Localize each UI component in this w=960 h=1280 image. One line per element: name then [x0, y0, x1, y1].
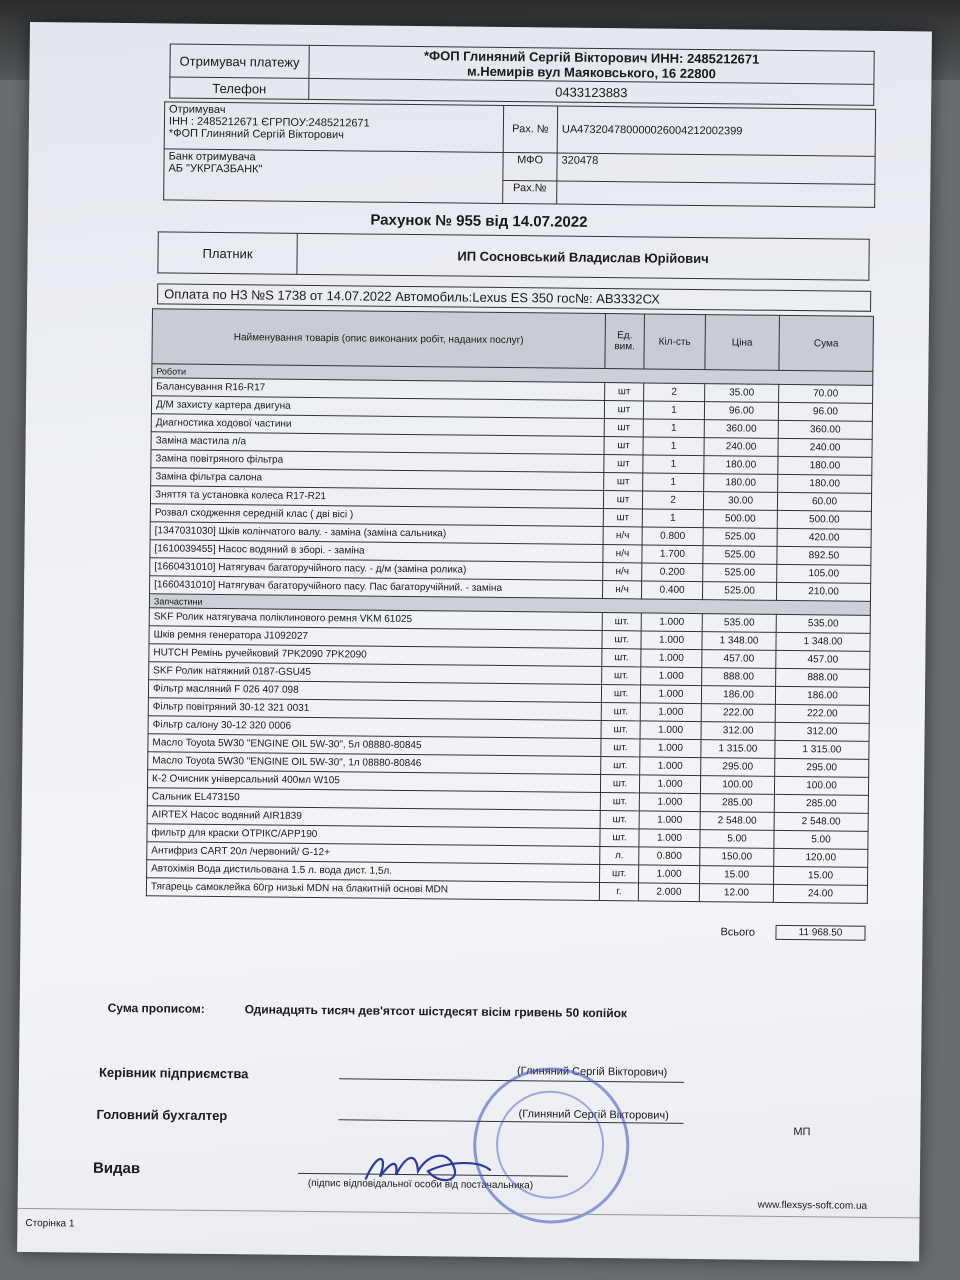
- cell-price: 240.00: [704, 438, 778, 457]
- cell-unit: шт.: [600, 811, 639, 829]
- cell-name: Шків ремня генератора J1092027: [149, 626, 602, 649]
- cell-sum: 1 348.00: [776, 632, 870, 651]
- header-name: Найменування товарів (опис виконаних робіт, наданих послуг): [152, 309, 606, 369]
- cell-price: 295.00: [701, 758, 775, 777]
- cell-unit: шт: [604, 437, 643, 455]
- cell-name: Розвал сходження середній клас ( дві вісі ): [150, 504, 603, 527]
- header-sum: Сума: [779, 315, 874, 371]
- cell-sum: 1 315.00: [775, 740, 869, 759]
- cell-name: Автохімія Вода дистильована 1.5 л. вода дист. 1,5л.: [147, 860, 600, 883]
- cell-price: 525.00: [703, 564, 777, 583]
- cell-price: 180.00: [704, 474, 778, 493]
- bank-table: [163, 101, 876, 207]
- cell-name: Заміна повітряного фільтра: [151, 450, 604, 473]
- cell-price: 457.00: [702, 650, 776, 669]
- cell-sum: 120.00: [774, 848, 868, 867]
- cell-name: Масло Toyota 5W30 "ENGINE OIL 5W-30", 5л 08880-80845: [148, 734, 601, 757]
- payer-label: Платник: [158, 232, 297, 274]
- page-number: Сторінка 1: [25, 1218, 75, 1230]
- cell-qty: 1.000: [641, 631, 702, 650]
- payer-name: ИП Сосновський Владислав Юрійович: [297, 233, 869, 280]
- sum-words: Одинадцять тисяч дев'ятсот шістдесят вісім гривень 50 копійок: [244, 1002, 628, 1021]
- cell-unit: шт.: [600, 793, 639, 811]
- cell-qty: 1.000: [639, 793, 700, 812]
- cell-qty: 1.000: [641, 667, 702, 686]
- cell-name: Заміна фільтра салона: [151, 468, 604, 491]
- cell-unit: шт.: [602, 613, 641, 631]
- recipient-table: [169, 43, 875, 105]
- cell-qty: 1: [642, 509, 703, 528]
- bank-ids: ІНН : 2485212671 ЄГРПОУ:2485212671: [168, 115, 370, 130]
- header-price: Ціна: [705, 315, 780, 371]
- cell-unit: н/ч: [603, 563, 642, 581]
- cell-qty: 1.000: [639, 829, 700, 848]
- cell-unit: шт: [604, 473, 643, 491]
- account2-label: Рах.№: [503, 180, 557, 204]
- bank-recipient-label: Отримувач: [169, 103, 226, 117]
- cell-price: 285.00: [700, 794, 774, 813]
- cell-unit: шт.: [601, 703, 640, 721]
- cell-unit: шт.: [601, 757, 640, 775]
- cell-unit: шт: [605, 383, 644, 401]
- cell-qty: 1.000: [640, 739, 701, 758]
- cell-name: Масло Toyota 5W30 "ENGINE OIL 5W-30", 1л 08880-80846: [148, 752, 601, 775]
- cell-unit: шт: [604, 401, 643, 419]
- cell-unit: шт.: [600, 829, 639, 847]
- cell-name: AIRTEX Насос водяний AIR1839: [147, 806, 600, 829]
- cell-sum: 105.00: [777, 564, 871, 583]
- cell-sum: 96.00: [778, 402, 872, 421]
- cell-name: фильтр для краски ОТРІКС/APP190: [147, 824, 600, 847]
- cell-name: Фільтр салону 30-12 320 0006: [148, 716, 601, 739]
- cell-sum: 535.00: [776, 614, 870, 633]
- mfo-value: 320478: [557, 153, 875, 184]
- recipient-label: Отримувач платежу: [170, 44, 309, 78]
- issued-caption: (підпис відповідальної особи від постачальника): [307, 1177, 534, 1192]
- recipient-name-line2: м.Немирів вул Маяковського, 16 22800: [466, 63, 717, 82]
- bank-name-cell: [164, 149, 504, 204]
- mp-label: МП: [793, 1126, 811, 1139]
- cell-name: Фільтр масляний F 026 407 098: [148, 680, 601, 703]
- cell-price: 312.00: [701, 722, 775, 741]
- cell-qty: 1: [643, 437, 704, 456]
- cell-qty: 1.000: [639, 775, 700, 794]
- cell-unit: шт.: [602, 631, 641, 649]
- cell-qty: 0.800: [639, 847, 700, 866]
- cell-unit: г.: [599, 883, 638, 901]
- cell-sum: 180.00: [778, 456, 872, 475]
- section-label: Роботи: [152, 364, 873, 386]
- cell-name: [1610039455] Насос водяний в зборі. - заміна: [150, 540, 603, 563]
- cell-sum: 70.00: [779, 384, 873, 403]
- cell-sum: 420.00: [777, 528, 871, 547]
- cell-qty: 1.000: [640, 685, 701, 704]
- cell-qty: 1.000: [639, 865, 700, 884]
- cell-name: Тягарець самоклейка 60гр низькі MDN на блакитній основі MDN: [146, 878, 599, 901]
- mfo-label: МФО: [503, 152, 557, 181]
- cell-unit: шт.: [601, 739, 640, 757]
- cell-sum: 285.00: [774, 794, 868, 813]
- cell-name: Заміна мастила л/а: [151, 432, 604, 455]
- cell-name: Балансування R16-R17: [152, 378, 605, 401]
- cell-unit: шт.: [601, 685, 640, 703]
- cell-sum: 24.00: [773, 884, 867, 903]
- cell-unit: шт.: [600, 775, 639, 793]
- cell-name: [1347031030] Шків колінчатого валу. - заміна (заміна сальника): [150, 522, 603, 545]
- signature-mark: [358, 1140, 499, 1191]
- cell-price: 35.00: [705, 384, 779, 403]
- cell-sum: 222.00: [775, 704, 869, 723]
- cell-price: 525.00: [703, 546, 777, 565]
- bank-name: АБ "УКРГАЗБАНК": [168, 162, 263, 176]
- cell-price: 535.00: [702, 614, 776, 633]
- payer-table: [157, 231, 869, 280]
- cell-qty: 0.800: [642, 527, 703, 546]
- cell-name: Д/М захисту картера двигуна: [151, 396, 604, 419]
- cell-price: 100.00: [700, 776, 774, 795]
- account-value: UA473204780000026004212002399: [557, 106, 875, 156]
- cell-sum: 312.00: [775, 722, 869, 741]
- cell-sum: 888.00: [776, 668, 870, 687]
- invoice-title: Рахунок № 955 від 14.07.2022: [370, 211, 588, 231]
- cell-unit: шт: [603, 509, 642, 527]
- cell-price: 1 348.00: [702, 632, 776, 651]
- cell-sum: 15.00: [774, 866, 868, 885]
- cell-sum: 500.00: [777, 510, 871, 529]
- bank-recipient-name: *ФОП Глиняний Сергій Вікторович: [168, 127, 344, 142]
- cell-qty: 1.700: [642, 545, 703, 564]
- items-body: [146, 309, 873, 904]
- cell-name: Антифриз CART 20л /червоний/ G-12+: [147, 842, 600, 865]
- cell-price: 525.00: [702, 582, 776, 601]
- cell-qty: 1.000: [641, 649, 702, 668]
- cell-unit: шт.: [600, 865, 639, 883]
- accountant-name: (Глиняний Сергій Вікторович): [518, 1108, 669, 1122]
- cell-price: 30.00: [703, 492, 777, 511]
- items-table: [146, 308, 874, 904]
- cell-unit: н/ч: [602, 581, 641, 599]
- cell-price: 150.00: [700, 848, 774, 867]
- cell-sum: 100.00: [774, 776, 868, 795]
- cell-price: 525.00: [703, 528, 777, 547]
- cell-sum: 892.50: [777, 546, 871, 565]
- cell-qty: 0.200: [642, 563, 703, 582]
- cell-sum: 180.00: [778, 474, 872, 493]
- cell-sum: 5.00: [774, 830, 868, 849]
- cell-unit: шт: [603, 491, 642, 509]
- cell-qty: 1.000: [640, 757, 701, 776]
- cell-name: Сальник EL473150: [147, 788, 600, 811]
- cell-name: [1660431010] Натягувач багаторучійного пасу. Пас багаторучійний. - заміна: [150, 576, 603, 599]
- cell-name: Фільтр повітряний 30-12 321 0031: [148, 698, 601, 721]
- director-name: (Глиняний Сергій Вікторович): [516, 1065, 668, 1079]
- cell-unit: шт: [604, 455, 643, 473]
- cell-price: 2 548.00: [700, 812, 774, 831]
- cell-unit: шт: [604, 419, 643, 437]
- section-label: Запчастини: [149, 594, 870, 616]
- cell-sum: 2 548.00: [774, 812, 868, 831]
- table-header: [152, 309, 874, 372]
- cell-price: 180.00: [704, 456, 778, 475]
- cell-qty: 1.000: [639, 811, 700, 830]
- cell-unit: шт.: [602, 667, 641, 685]
- cell-qty: 0.400: [641, 581, 702, 600]
- footer-site: www.flexsys-soft.com.ua: [757, 1199, 868, 1212]
- cell-price: 888.00: [702, 668, 776, 687]
- cell-qty: 1.000: [640, 721, 701, 740]
- sum-words-label: Сума прописом:: [107, 1000, 205, 1016]
- cell-unit: шт.: [601, 721, 640, 739]
- cell-price: 360.00: [704, 420, 778, 439]
- issued-label: Видав: [92, 1159, 141, 1178]
- cell-price: 500.00: [703, 510, 777, 529]
- cell-sum: 210.00: [776, 582, 870, 601]
- cell-name: [1660431010] Натягувач багаторучійного пасу. - д/м (заміна ролика): [150, 558, 603, 581]
- cell-qty: 1.000: [641, 613, 702, 632]
- account-label: Рах. №: [503, 105, 557, 153]
- cell-qty: 1: [643, 419, 704, 438]
- cell-unit: н/ч: [603, 545, 642, 563]
- cell-price: 5.00: [700, 830, 774, 849]
- phone-label: Телефон: [170, 77, 309, 99]
- cell-qty: 1: [643, 473, 704, 492]
- cell-price: 1 315.00: [701, 740, 775, 759]
- cell-qty: 2: [642, 491, 703, 510]
- cell-price: 222.00: [701, 704, 775, 723]
- cell-qty: 1: [643, 455, 704, 474]
- invoice-paper: [17, 22, 932, 1261]
- cell-sum: 60.00: [777, 492, 871, 511]
- cell-name: Зняття та установка колеса R17-R21: [150, 486, 603, 509]
- bank-recipient-cell: [164, 102, 503, 153]
- cell-name: SKF Ролик натягувача поліклинового ремня VKM 61025: [149, 608, 602, 631]
- header-unit: Ед. вим.: [605, 314, 645, 369]
- cell-unit: л.: [600, 847, 639, 865]
- bank-label: Банк отримувача: [168, 150, 256, 164]
- cell-name: HUTCH Ремінь ручейковий 7PK2090 7PK2090: [149, 644, 602, 667]
- total-value: 11 968.50: [775, 925, 865, 941]
- cell-unit: н/ч: [603, 527, 642, 545]
- total-label: Всього: [720, 926, 756, 939]
- payment-description: Оплата по НЗ №S 1738 от 14.07.2022 Автомобиль:Lexus ES 350 гос№: АВ3332СХ: [157, 283, 871, 311]
- cell-name: Диагностика ходової частини: [151, 414, 604, 437]
- cell-unit: шт.: [602, 649, 641, 667]
- cell-price: 12.00: [699, 884, 773, 903]
- cell-price: 15.00: [700, 866, 774, 885]
- cell-qty: 1: [643, 401, 704, 420]
- cell-name: SKF Ролик натяжний 0187-GSU45: [149, 662, 602, 685]
- director-label: Керівник підприємства: [98, 1064, 249, 1082]
- cell-sum: 240.00: [778, 438, 872, 457]
- cell-sum: 186.00: [775, 686, 869, 705]
- header-qty: Кіл-сть: [644, 314, 706, 370]
- cell-sum: 457.00: [776, 650, 870, 669]
- cell-sum: 360.00: [778, 420, 872, 439]
- cell-price: 186.00: [701, 686, 775, 705]
- phone-value: 0433123883: [309, 78, 874, 105]
- account2-value: [557, 181, 875, 207]
- cell-qty: 2: [644, 383, 705, 402]
- accountant-label: Головний бухгалтер: [96, 1106, 228, 1124]
- cell-qty: 2.000: [638, 883, 699, 902]
- stamp-inner-ring: [486, 1081, 613, 1208]
- cell-qty: 1.000: [640, 703, 701, 722]
- cell-name: К-2 Очисник універсальний 400мл W105: [147, 770, 600, 793]
- cell-price: 96.00: [704, 402, 778, 421]
- recipient-name-line1: *ФОП Глиняний Сергій Вікторович ИНН: 2485212671: [423, 48, 760, 67]
- cell-sum: 295.00: [775, 758, 869, 777]
